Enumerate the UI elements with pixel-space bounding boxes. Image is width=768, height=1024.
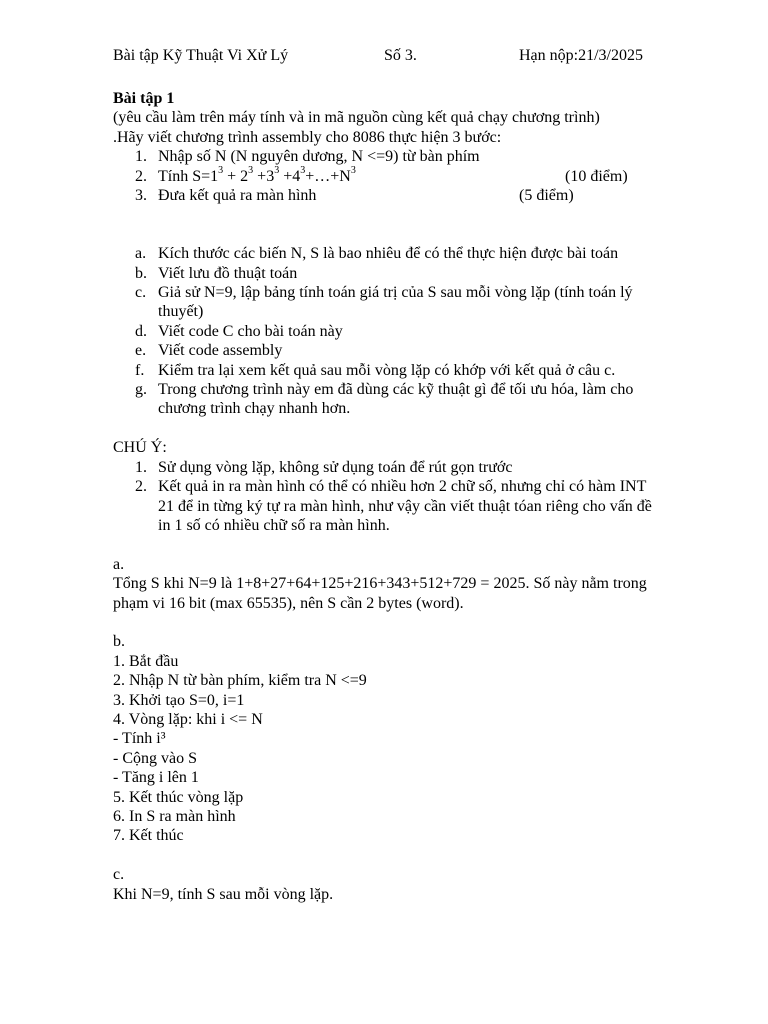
flow-line: - Tăng i lên 1 (113, 769, 199, 787)
list-item: d. Viết code C cho bài toán này (135, 322, 343, 340)
notes-title: CHÚ Ý: (113, 439, 167, 457)
list-item: g. Trong chương trình này em đã dùng các kỹ thuật gì để tối ưu hóa, làm cho chương trình chạy nhanh hơn. (135, 381, 634, 418)
exercise-title: Bài tập 1 (113, 90, 175, 107)
list-text: Nhập số N (N nguyên dương, N <=9) từ bàn phím (158, 148, 480, 166)
answer-c-text: Khi N=9, tính S sau mỗi vòng lặp. (113, 885, 334, 903)
due-date: Hạn nộp:21/3/2025 (519, 47, 643, 64)
points-label: (5 điểm) (519, 187, 574, 205)
answer-b-label: b. (113, 633, 125, 651)
answer-a-label: a. (113, 555, 125, 573)
list-item: a. Kích thước các biến N, S là bao nhiêu để có thể thực hiện được bài toán (135, 245, 619, 263)
list-item: 2. Kết quả in ra màn hình có thể có nhiều hơn 2 chữ số, nhưng chỉ có hàm INT 21 để in từng ký tự ra màn hình, như vậy cần viết thuật tóan riêng cho vấn đề in 1 số có nhiều chữ số ra màn hình. (135, 478, 652, 534)
formula: Tính $S=1^3 + 2^3 +3^3$ $+4^3+\dots+N^3$ (158, 165, 356, 185)
list-item: 1. Sử dụng vòng lặp, không sử dụng toán để rút gọn trước (135, 458, 513, 476)
flow-line: 2. Nhập N từ bàn phím, kiểm tra N <=9 (113, 672, 367, 690)
list-item: e. Viết code assembly (135, 342, 283, 360)
answer-a-text: Tổng S khi N=9 là 1+8+27+64+125+216+343+512+729 = 2025. Số này nằm trong phạm vi 16 bit (max 65535), nên S cần 2 bytes (word). (113, 575, 647, 612)
list-number: 2. (135, 167, 147, 185)
flow-line: 1. Bắt đầu (113, 652, 179, 670)
flow-line: 3. Khởi tạo S=0, i=1 (113, 691, 245, 709)
list-number: 3. (135, 187, 147, 205)
list-item (113, 167, 653, 186)
questions-list (113, 244, 653, 419)
course-title: Bài tập Kỹ Thuật Vi Xử Lý (113, 47, 289, 64)
flow-line: - Cộng vào S (113, 749, 197, 767)
flow-line: 4. Vòng lặp: khi i <= N (113, 710, 263, 728)
page-header (113, 46, 653, 66)
steps-list (113, 147, 653, 205)
exercise-note: (yêu cầu làm trên máy tính và in mã nguồn cùng kết quả chạy chương trình) (113, 109, 600, 127)
document-body (113, 89, 653, 904)
answer-c-label: c. (113, 866, 125, 884)
list-text: Đưa kết quả ra màn hình (158, 187, 317, 205)
notes-list (113, 458, 653, 536)
list-item (113, 147, 653, 166)
list-number: 1. (135, 148, 147, 166)
exercise-intro: .Hãy viết chương trình assembly cho 8086 thực hiện 3 bước: (113, 128, 502, 146)
flow-line: 5. Kết thúc vòng lặp (113, 788, 244, 806)
assignment-number: Số 3. (384, 47, 417, 64)
points-label: (10 điểm) (565, 167, 628, 185)
list-item: f. Kiểm tra lại xem kết quả sau mỗi vòng lặp có khớp với kết quả ở câu c. (135, 361, 616, 379)
flow-line: 7. Kết thúc (113, 827, 184, 845)
list-item: b. Viết lưu đồ thuật toán (135, 264, 298, 282)
list-item: c. Giả sử N=9, lập bảng tính toán giá trị của S sau mỗi vòng lặp (tính toán lý thuyết) (135, 284, 633, 321)
flow-line: 6. In S ra màn hình (113, 807, 236, 825)
answer-b-lines (113, 652, 653, 846)
list-item (113, 186, 653, 205)
flow-line: - Tính i³ (113, 730, 166, 748)
